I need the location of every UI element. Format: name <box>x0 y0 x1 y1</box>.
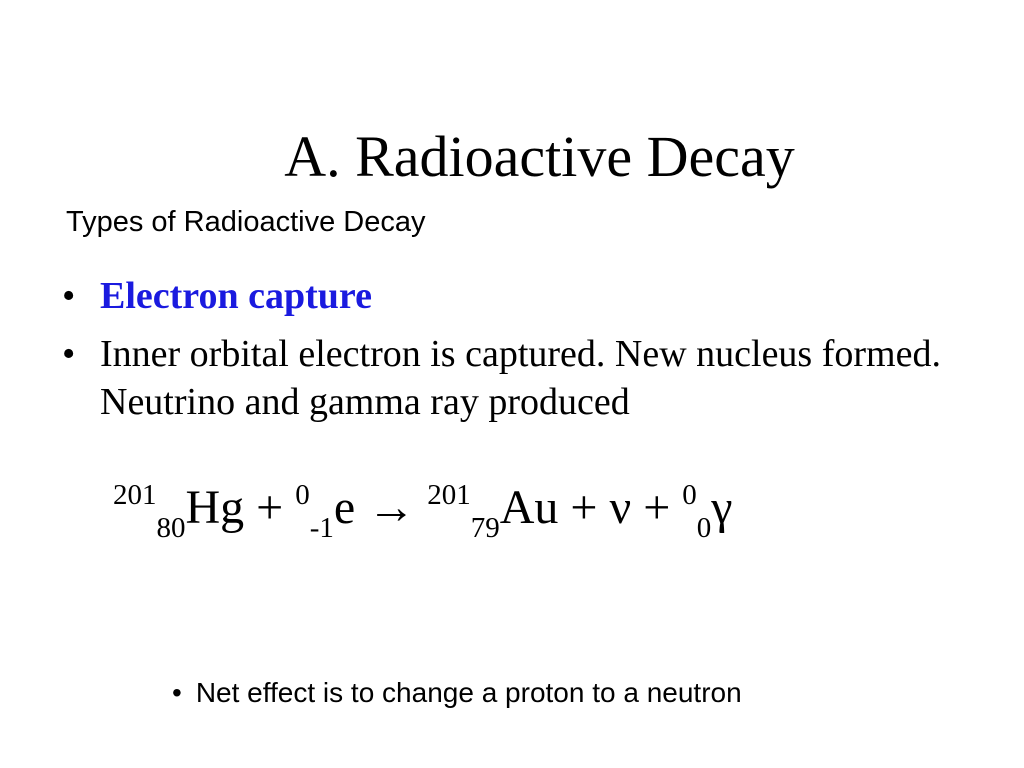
charge-number: -1 <box>309 512 334 544</box>
net-effect-bullet <box>172 675 742 711</box>
element-symbol: Hg <box>185 481 245 534</box>
charge-number: 0 <box>696 512 712 544</box>
isotope-gold <box>427 468 558 554</box>
mass-number: 201 <box>113 479 157 511</box>
mass-number: 201 <box>427 479 471 511</box>
bullet-marker: • <box>62 275 76 317</box>
bullet-marker: • <box>62 333 76 375</box>
atomic-number: 80 <box>156 512 186 544</box>
bullet-heading: Electron capture <box>100 275 372 317</box>
neutrino-symbol: ν <box>609 481 632 534</box>
plus-sign: + <box>256 481 284 534</box>
bullet-list <box>62 272 982 436</box>
bullet-description-text: Inner orbital electron is captured. New nucleus formed. Neutrino and gamma ray produced <box>100 333 941 423</box>
plus-sign: + <box>643 481 671 534</box>
net-effect-text: Net effect is to change a proton to a neutron <box>195 677 742 708</box>
plus-sign: + <box>570 481 598 534</box>
gamma-symbol: γ <box>711 481 733 534</box>
reaction-arrow: → <box>367 481 416 534</box>
bullet-description <box>62 330 982 426</box>
element-symbol: Au <box>499 481 559 534</box>
particle-electron <box>295 468 355 554</box>
particle-symbol: e <box>333 481 356 534</box>
isotope-mercury <box>113 468 244 554</box>
mass-number: 0 <box>682 479 697 511</box>
atomic-number: 79 <box>470 512 500 544</box>
slide-subtitle: Types of Radioactive Decay <box>66 206 426 238</box>
nuclear-equation <box>113 468 732 554</box>
gamma-ray <box>682 468 732 554</box>
bullet-marker: • <box>172 677 182 708</box>
slide-title: A. Radioactive Decay <box>284 124 795 189</box>
mass-number: 0 <box>295 479 310 511</box>
bullet-electron-capture <box>62 272 982 320</box>
